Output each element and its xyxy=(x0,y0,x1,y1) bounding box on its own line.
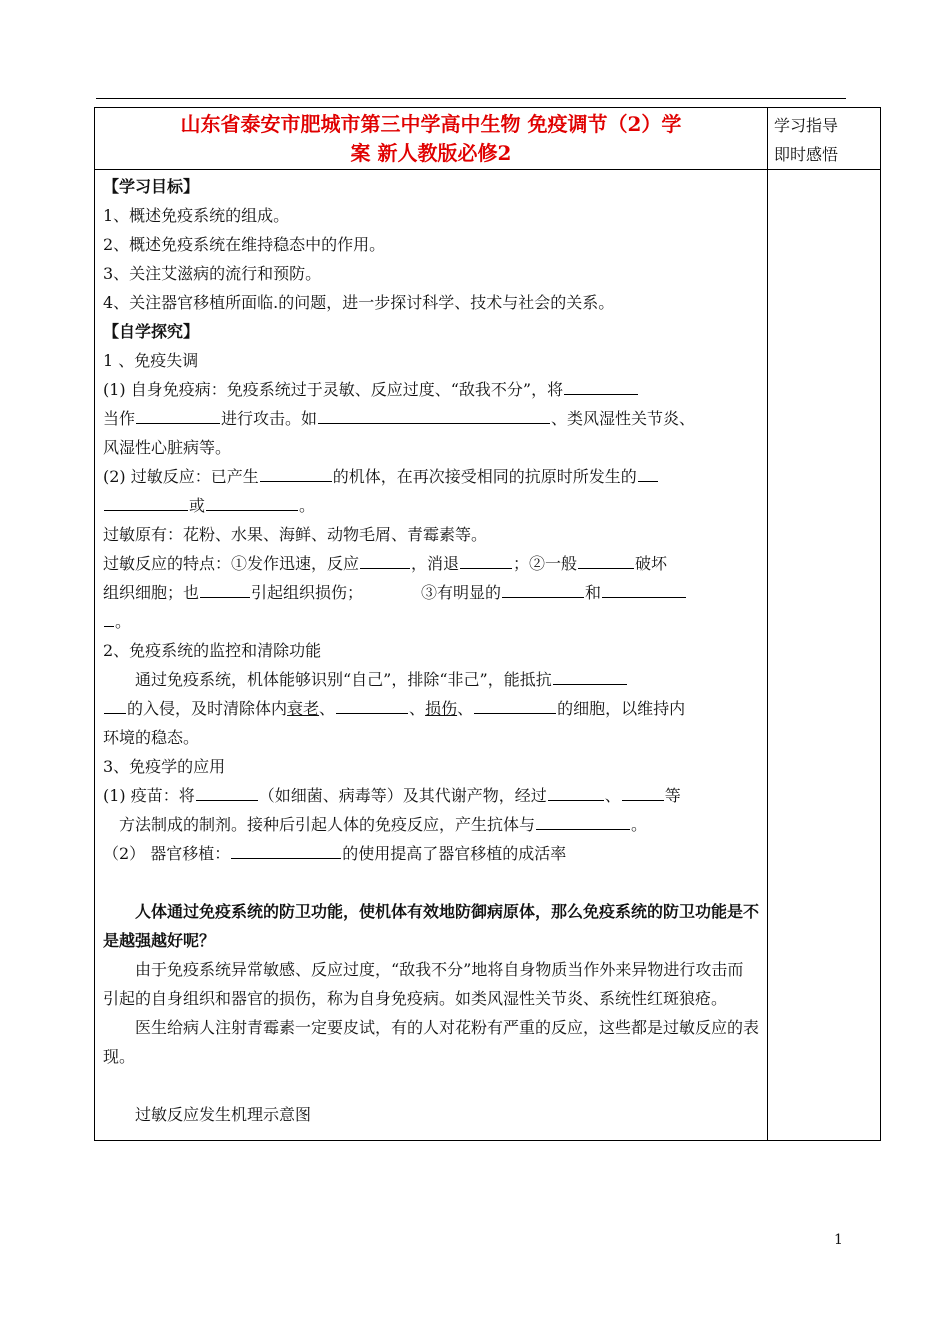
allergens-line: 过敏原有：花粉、水果、海鲜、动物毛屑、青霉素等。 xyxy=(103,525,488,544)
discussion-paragraph-2: 医生给病人注射青霉素一定要皮试，有的人对花粉有严重的反应，这些都是过敏反应的表现。 xyxy=(103,1018,760,1066)
title-cell xyxy=(95,108,768,170)
organ-transplant-line: （2） 器官移植： 的使用提高了器官移植的成活率 xyxy=(103,839,759,868)
objective-item: 1、概述免疫系统的组成。 xyxy=(103,206,290,225)
fill-blank[interactable] xyxy=(318,405,550,424)
monitor-line-1: 通过免疫系统，机体能够识别“自己”，排除“非己”，能抵抗 xyxy=(103,665,759,694)
objective-item: 2、概述免疫系统在维持稳态中的作用。 xyxy=(103,235,386,254)
fill-blank[interactable] xyxy=(536,811,630,830)
fill-blank[interactable] xyxy=(548,782,604,801)
monitor-line-3: 环境的稳态。 xyxy=(103,728,200,747)
discussion-paragraph-1: 由于免疫系统异常敏感、反应过度，“敌我不分”地将自身物质当作外来异物进行攻击而引起的自身组织和器官的损伤，称为自身免疫病。如类风湿性关节炎、系统性红斑狼疮。 xyxy=(103,960,744,1008)
fill-blank[interactable] xyxy=(104,695,126,714)
vaccine-line-2: 方法制成的制剂。接种后引起人体的免疫反应，产生抗体与 。 xyxy=(103,810,759,839)
features-line-2: 组织细胞；也 引起组织损伤； ③有明显的 和 xyxy=(103,578,759,607)
fill-blank[interactable] xyxy=(578,550,634,569)
fill-blank[interactable] xyxy=(231,840,341,859)
allergy-line-1: (2) 过敏反应：已产生 的机体，在再次接受相同的抗原时所发生的 xyxy=(103,462,759,491)
fill-blank[interactable] xyxy=(206,492,298,511)
section-3-title: 3、免疫学的应用 xyxy=(103,757,226,776)
fill-blank[interactable] xyxy=(638,463,658,482)
fill-blank[interactable] xyxy=(622,782,664,801)
diagram-caption: 过敏反应发生机理示意图 xyxy=(135,1105,312,1124)
fill-blank[interactable] xyxy=(564,376,638,395)
content-cell xyxy=(95,170,768,1141)
side-label-guide: 学习指导 xyxy=(774,116,839,135)
autoimmune-line-2: 当作 进行攻击。如 、类风湿性关节炎、 xyxy=(103,404,759,433)
fill-blank[interactable] xyxy=(200,579,250,598)
allergy-line-2: 或 。 xyxy=(103,491,759,520)
objectives-heading: 【学习目标】 xyxy=(103,177,200,196)
features-line-1: 过敏反应的特点：①发作迅速，反应 ，消退 ；②一般 破坏 xyxy=(103,549,759,578)
study-plan-table xyxy=(94,107,881,1141)
side-header-cell xyxy=(768,108,881,170)
fill-blank[interactable] xyxy=(260,463,332,482)
section-1-title: 1 、免疫失调 xyxy=(103,351,199,370)
fill-blank[interactable] xyxy=(196,782,258,801)
page-number: 1 xyxy=(834,1232,843,1248)
fill-blank[interactable] xyxy=(104,492,188,511)
discussion-question: 人体通过免疫系统的防卫功能，使机体有效地防御病原体，那么免疫系统的防卫功能是不是越强越好呢？ xyxy=(103,902,760,950)
fill-blank[interactable] xyxy=(136,405,220,424)
monitor-line-2: 的入侵，及时清除体内衰老、 、损伤、 的细胞，以维持内 xyxy=(103,694,759,723)
features-line-3: 。 xyxy=(103,607,759,636)
fill-blank[interactable] xyxy=(502,579,584,598)
section-2-title: 2、免疫系统的监控和清除功能 xyxy=(103,641,322,660)
side-notes-cell xyxy=(768,170,881,1141)
side-label-reflection: 即时感悟 xyxy=(774,145,839,164)
vaccine-line-1: (1) 疫苗：将 （如细菌、病毒等）及其代谢产物，经过 、 等 xyxy=(103,781,759,810)
autoimmune-line-3: 风湿性心脏病等。 xyxy=(103,438,232,457)
study-heading: 【自学探究】 xyxy=(103,322,200,341)
fill-blank[interactable] xyxy=(460,550,512,569)
fill-blank[interactable] xyxy=(336,695,408,714)
page-title-line-1: 山东省泰安市肥城市第三中学高中生物 免疫调节（2）学 xyxy=(180,112,682,136)
fill-blank[interactable] xyxy=(104,608,114,627)
fill-blank[interactable] xyxy=(602,579,686,598)
header-rule xyxy=(96,98,846,99)
page-title-line-2: 案 新人教版必修2 xyxy=(350,141,512,165)
fill-blank[interactable] xyxy=(553,666,627,685)
fill-blank[interactable] xyxy=(360,550,410,569)
fill-blank[interactable] xyxy=(474,695,556,714)
autoimmune-line-1: (1) 自身免疫病：免疫系统过于灵敏、反应过度、“敌我不分”，将 xyxy=(103,375,759,404)
objective-item: 4、关注器官移植所面临.的问题，进一步探讨科学、技术与社会的关系。 xyxy=(103,293,615,312)
objective-item: 3、关注艾滋病的流行和预防。 xyxy=(103,264,322,283)
